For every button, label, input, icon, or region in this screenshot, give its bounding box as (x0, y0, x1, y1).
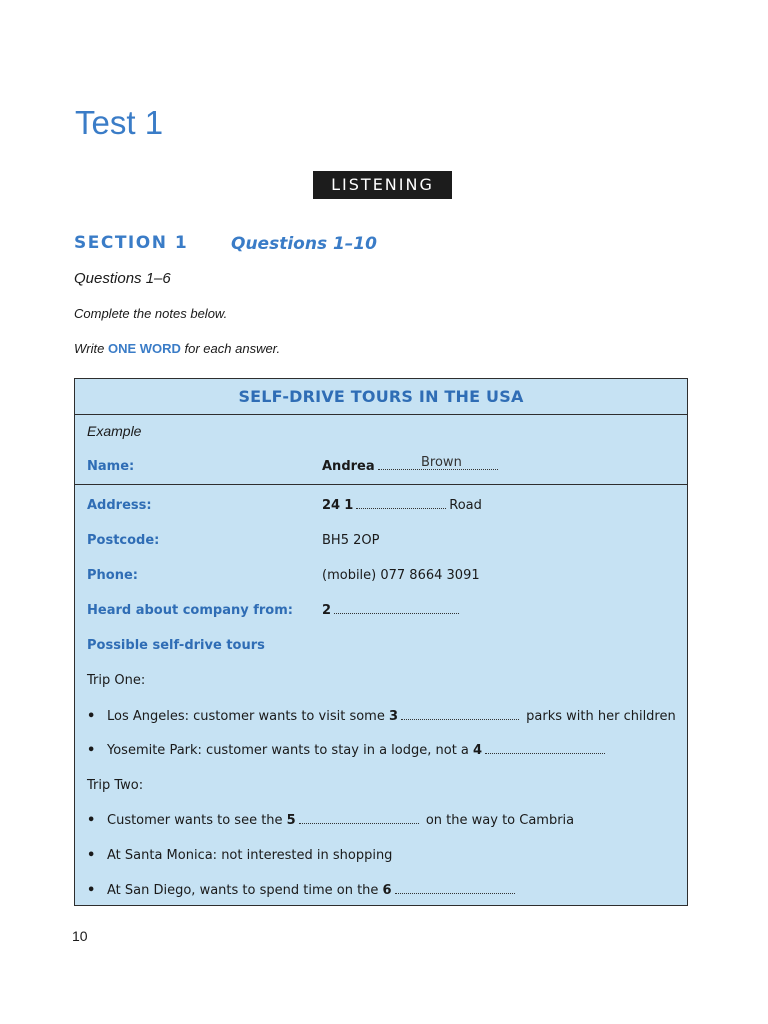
address-label: Address: (87, 498, 152, 513)
name-label: Name: (87, 459, 135, 474)
page-number: 10 (72, 928, 88, 944)
question-1-number: 1 (344, 498, 354, 513)
trip-two-item (87, 813, 574, 828)
trip-one-label: Trip One: (87, 673, 146, 688)
bullet-icon: • (87, 848, 96, 863)
question-6-answer-line[interactable] (395, 883, 515, 894)
question-4-answer-line[interactable] (485, 743, 605, 754)
sub-questions-heading: Questions 1–6 (74, 270, 171, 287)
name-value: Andrea (322, 459, 375, 474)
instruction-suffix: for each answer. (180, 341, 281, 356)
question-6-number: 6 (382, 883, 392, 898)
notes-form (74, 378, 688, 906)
question-2-number: 2 (322, 603, 332, 618)
question-5-answer-line[interactable] (299, 813, 419, 824)
bullet-icon: • (87, 709, 96, 724)
question-2-answer-line[interactable] (334, 603, 459, 614)
address-row (322, 498, 482, 513)
example-divider (75, 484, 687, 485)
postcode-value: BH5 2OP (322, 533, 380, 548)
trip-one-item-1-text: Los Angeles: customer wants to visit some (107, 709, 389, 724)
possible-tours-label: Possible self-drive tours (87, 638, 265, 653)
postcode-label: Postcode: (87, 533, 160, 548)
trip-one-item-2-text: Yosemite Park: customer wants to stay in a lodge, not a (107, 743, 474, 758)
name-answer-handwritten: Brown (421, 455, 462, 470)
trip-one-item (87, 743, 608, 758)
trip-one-item-1-suffix: parks with her children (522, 709, 676, 724)
trip-one-item (87, 709, 676, 724)
question-3-answer-line[interactable] (401, 709, 519, 720)
trip-two-item-1-text: Customer wants to see the (107, 813, 287, 828)
instruction-word-limit (74, 341, 280, 356)
trip-two-item (87, 848, 392, 863)
question-4-number: 4 (473, 743, 483, 758)
form-title: SELF-DRIVE TOURS IN THE USA (75, 379, 687, 415)
trip-two-item-1-suffix: on the way to Cambria (421, 813, 575, 828)
heard-about-row (322, 603, 462, 618)
phone-value: (mobile) 077 8664 3091 (322, 568, 480, 583)
trip-two-item-3-text: At San Diego, wants to spend time on the (107, 883, 383, 898)
heard-about-label: Heard about company from: (87, 603, 293, 618)
example-label: Example (87, 423, 142, 439)
bullet-icon: • (87, 743, 96, 758)
trip-two-item (87, 883, 518, 898)
phone-label: Phone: (87, 568, 138, 583)
instruction-highlight: ONE WORD (107, 341, 181, 356)
name-row (322, 459, 501, 474)
trip-two-item-2-text: At Santa Monica: not interested in shopping (107, 848, 393, 863)
address-suffix: Road (449, 498, 482, 513)
page-title: Test 1 (75, 104, 164, 141)
instruction-complete-notes: Complete the notes below. (74, 306, 228, 321)
question-3-number: 3 (388, 709, 399, 724)
questions-range: Questions 1–10 (231, 234, 377, 254)
bullet-icon: • (87, 883, 96, 898)
instruction-prefix: Write (74, 341, 108, 356)
trip-two-label: Trip Two: (87, 778, 144, 793)
question-1-answer-line[interactable] (356, 498, 446, 509)
question-5-number: 5 (286, 813, 296, 828)
section-heading: SECTION 1 (74, 233, 189, 253)
listening-banner: LISTENING (313, 171, 452, 199)
bullet-icon: • (87, 813, 96, 828)
address-prefix: 24 (322, 498, 341, 513)
